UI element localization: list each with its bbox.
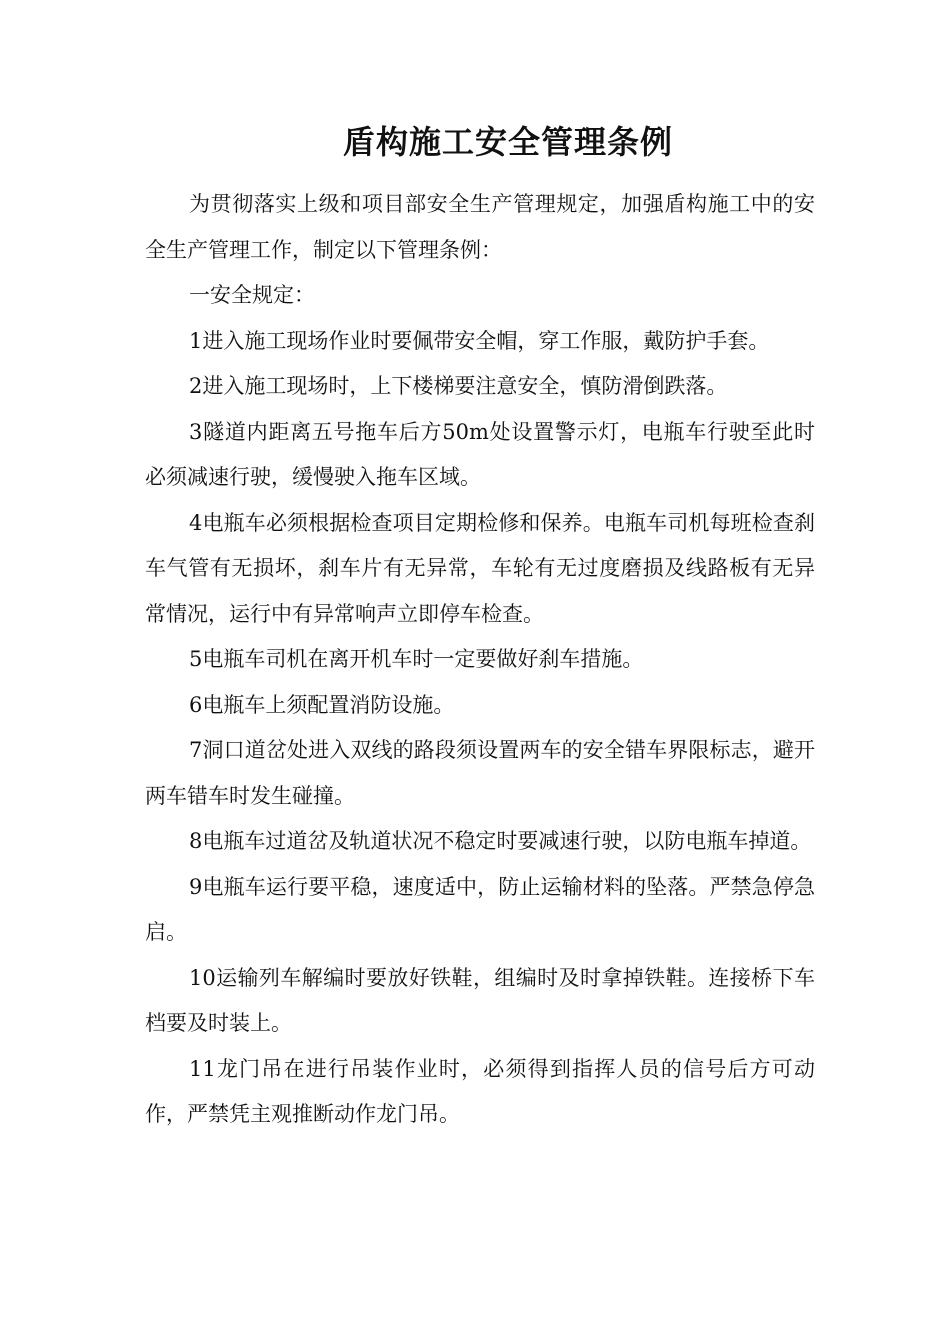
rule-4: 4电瓶车必须根据检查项目定期检修和保养。电瓶车司机每班检查刹车气管有无损坏，刹车片有无异常，车轮有无过度磨损及线路板有无异常情况，运行中有异常响声立即停车检查。 [145, 510, 815, 626]
rule-7: 7洞口道岔处进入双线的路段须设置两车的安全错车界限标志，避开两车错车时发生碰撞。 [145, 738, 815, 808]
rule-3: 3隧道内距离五号拖车后方50m处设置警示灯，电瓶车行驶至此时必须减速行驶，缓慢驶入拖车区域。 [145, 419, 815, 489]
rule-11: 11龙门吊在进行吊装作业时，必须得到指挥人员的信号后方可动作，严禁凭主观推断动作龙门吊。 [145, 1056, 815, 1126]
rule-10: 10运输列车解编时要放好铁鞋，组编时及时拿掉铁鞋。连接桥下车档要及时装上。 [145, 965, 815, 1035]
rule-9: 9电瓶车运行要平稳，速度适中，防止运输材料的坠落。严禁急停急启。 [145, 874, 815, 944]
rule-8: 8电瓶车过道岔及轨道状况不稳定时要减速行驶，以防电瓶车掉道。 [189, 829, 812, 853]
section-heading: 一安全规定： [189, 283, 315, 307]
page-title: 盾构施工安全管理条例 [342, 123, 673, 161]
intro-paragraph: 为贯彻落实上级和项目部安全生产管理规定，加强盾构施工中的安全生产管理工作，制定以下管理条例： [145, 192, 815, 262]
rule-2: 2进入施工现场时，上下楼梯要注意安全，慎防滑倒跌落。 [189, 374, 728, 398]
rule-5: 5电瓶车司机在离开机车时一定要做好刹车措施。 [189, 647, 644, 671]
document-body [145, 182, 815, 1138]
rule-1: 1进入施工现场作业时要佩带安全帽，穿工作服，戴防护手套。 [189, 328, 770, 353]
rule-6: 6电瓶车上须配置消防设施。 [189, 692, 455, 717]
